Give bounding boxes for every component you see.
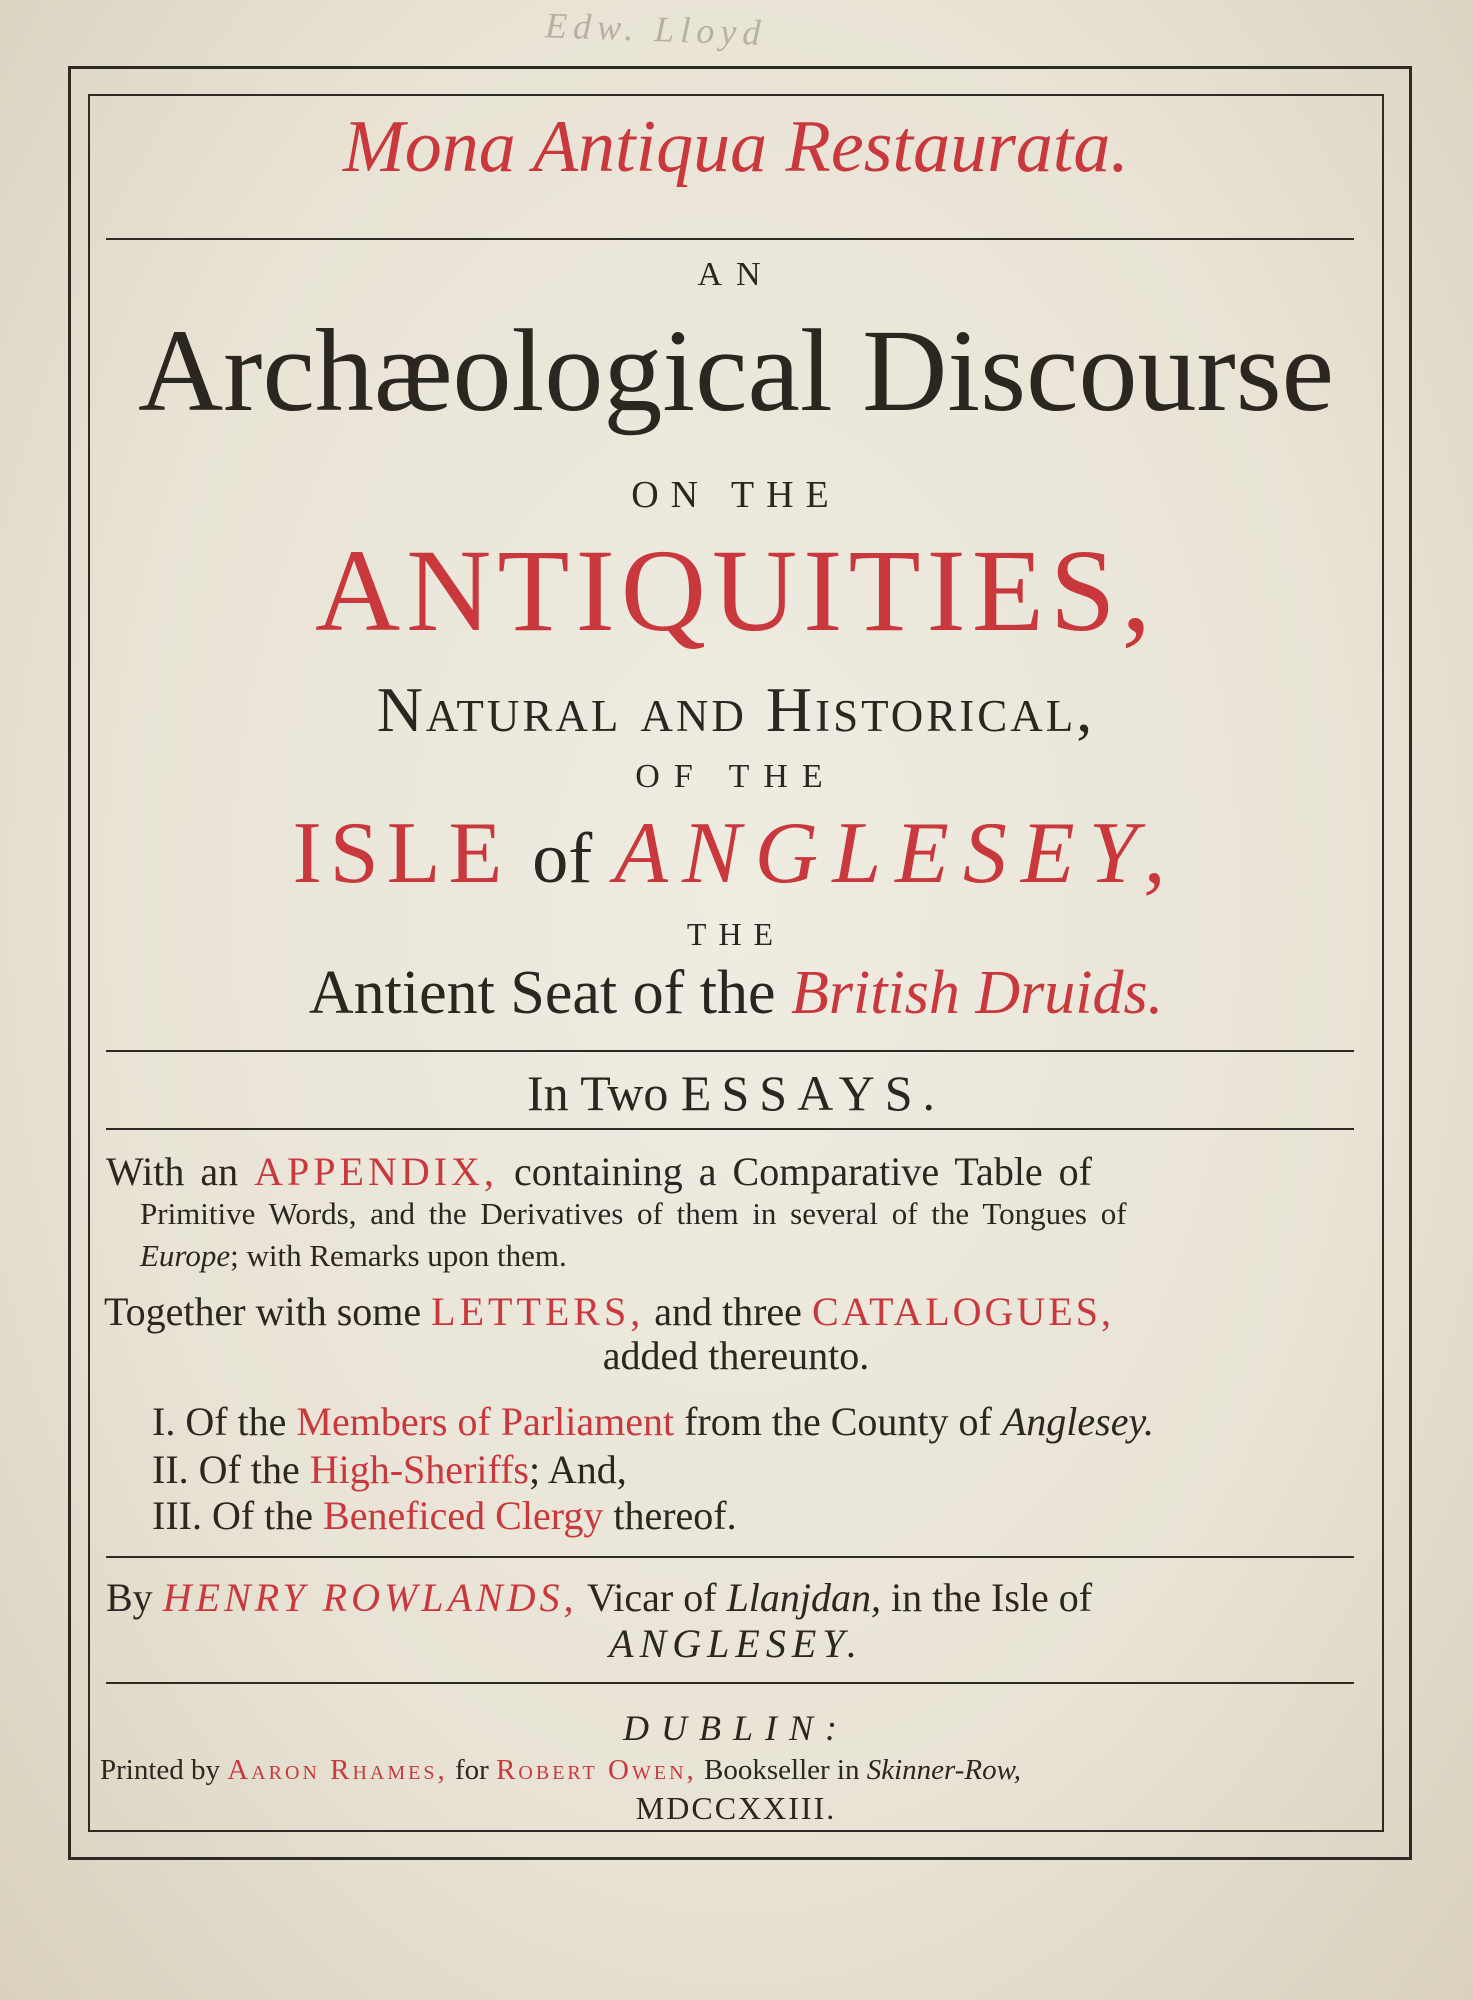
parish-text: Llanjdan,	[726, 1575, 882, 1620]
item-1-rest: from the County of	[684, 1399, 992, 1444]
author-anglesey-text: ANGLESEY.	[609, 1621, 863, 1666]
on-the-text: ON THE	[631, 474, 841, 516]
latin-title	[100, 106, 1372, 188]
city-text: DUBLIN:	[623, 1708, 849, 1748]
item-1-num: I.	[152, 1399, 176, 1444]
together-text: Together with some	[104, 1289, 422, 1334]
antient-seat-line	[100, 959, 1372, 1027]
together-line	[104, 1289, 1114, 1334]
divider-3	[106, 1128, 1354, 1130]
for-text: for	[455, 1754, 489, 1786]
street-text: Skinner-Row,	[866, 1754, 1022, 1786]
year-text: MDCCXXIII.	[635, 1790, 837, 1826]
of-the-line	[100, 760, 1372, 794]
year-line	[100, 1792, 1372, 1824]
antient-seat-text: Antient Seat of the	[308, 959, 776, 1027]
latin-title-text: Mona Antiqua Restaurata.	[343, 106, 1129, 188]
appendix-word: APPENDIX,	[254, 1149, 498, 1194]
printer-line	[100, 1756, 1021, 1785]
an-text: AN	[697, 256, 775, 293]
item-3-red: Beneficed Clergy	[323, 1493, 604, 1538]
appendix-line2-text: Primitive Words, and the Derivatives of them in several of the Tongues of	[140, 1196, 1127, 1231]
item-1-of-the: Of the	[185, 1399, 287, 1444]
divider-4	[106, 1556, 1354, 1558]
letters-word: LETTERS,	[431, 1289, 645, 1334]
catalogue-item-1	[152, 1399, 1154, 1444]
main-title-text: Archæological Discourse	[137, 305, 1335, 436]
added-text: added thereunto.	[602, 1333, 870, 1378]
catalogue-item-3	[152, 1493, 737, 1538]
catalogues-word: CATALOGUES,	[811, 1289, 1114, 1334]
bookseller-name: Robert Owen,	[496, 1754, 697, 1786]
city-line	[100, 1710, 1372, 1746]
anglesey-text: ANGLESEY,	[614, 805, 1180, 902]
and-three-text: and three	[654, 1289, 802, 1334]
natural-historical-text: Natural and Historical,	[376, 674, 1096, 745]
the-text: THE	[686, 916, 786, 952]
item-1-italic: Anglesey.	[1001, 1399, 1154, 1444]
owner-signature: Edw. Lloyd	[544, 5, 768, 53]
essays-word: ESSAYS.	[680, 1065, 945, 1121]
divider-5	[106, 1682, 1354, 1684]
of-text: of	[532, 818, 593, 898]
item-2-rest: ; And,	[528, 1447, 627, 1492]
europe-text: Europe	[140, 1238, 231, 1273]
antiquities-text: ANTIQUITIES,	[314, 525, 1158, 656]
isle-text: ISLE	[292, 805, 511, 902]
item-3-num: III.	[152, 1493, 202, 1538]
item-3-rest: thereof.	[613, 1493, 737, 1538]
item-3-of-the: Of the	[211, 1493, 314, 1538]
author-line	[106, 1575, 1093, 1620]
with-an-text: With an	[106, 1149, 239, 1194]
catalogue-item-2	[152, 1447, 627, 1492]
appendix-line3-rest: ; with Remarks upon them.	[230, 1238, 567, 1273]
author-anglesey-line	[100, 1621, 1372, 1666]
printed-by-text: Printed by	[100, 1754, 221, 1786]
essays-prefix: In Two	[527, 1065, 669, 1121]
item-2-num: II.	[152, 1447, 189, 1492]
natural-historical-line	[100, 674, 1372, 745]
item-1-red: Members of Parliament	[296, 1399, 675, 1444]
main-title	[100, 305, 1372, 436]
item-2-red: High-Sheriffs	[309, 1447, 529, 1492]
the-line	[100, 918, 1372, 950]
bookseller-in-text: Bookseller in	[704, 1754, 860, 1786]
appendix-line1-rest: containing a Comparative Table of	[513, 1149, 1092, 1194]
an-line	[100, 258, 1372, 292]
british-druids-text: British Druids.	[791, 959, 1164, 1027]
item-2-of-the: Of the	[198, 1447, 300, 1492]
appendix-line-3	[140, 1240, 567, 1271]
by-text: By	[106, 1575, 153, 1620]
author-name: HENRY ROWLANDS,	[162, 1575, 578, 1620]
vicar-of-text: Vicar of	[586, 1575, 717, 1620]
in-the-isle-text: in the Isle of	[891, 1575, 1093, 1620]
divider-2	[106, 1050, 1354, 1052]
appendix-line-1	[106, 1149, 1092, 1194]
of-the-text: OF THE	[635, 758, 837, 795]
appendix-line-2	[140, 1198, 1127, 1229]
on-the-line	[100, 476, 1372, 514]
antiquities-line	[100, 525, 1372, 656]
printer-name: Aaron Rhames,	[227, 1754, 448, 1786]
added-line	[100, 1333, 1372, 1378]
divider-1	[106, 238, 1354, 240]
essays-line	[100, 1065, 1372, 1121]
isle-of-anglesey-line	[100, 805, 1372, 902]
